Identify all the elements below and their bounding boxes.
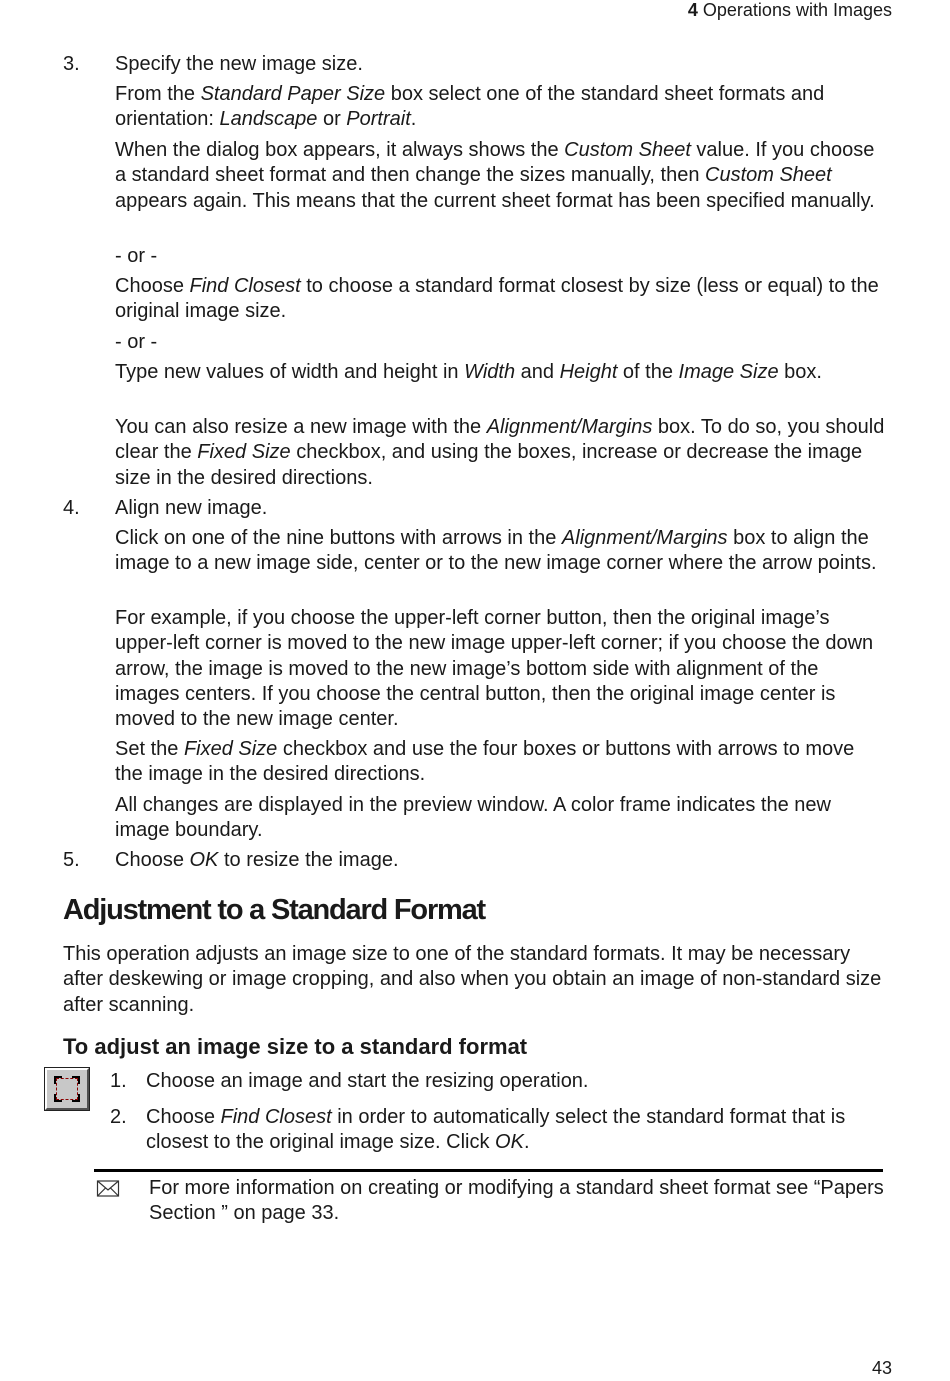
running-header [688,0,892,20]
step-number: 5. [63,849,80,871]
procedure-heading: To adjust an image size to a standard format [63,1034,528,1059]
step-3-paragraph-1: From the Standard Paper Size box select one of the standard sheet formats and orientation: Landscape or Portrait. [115,83,825,131]
step-number: 3. [63,53,80,75]
step-4-paragraph-1: Click on one of the nine buttons with arrows in the Alignment/Margins box to align the image to a new image side, center or to the new image corner where the arrow points. [115,527,877,575]
find-closest-icon [45,1068,89,1110]
page-number: 43 [871,1358,892,1378]
step-4-paragraph-2: For example, if you choose the upper-left corner button, then the original image’s upper-left corner is moved to the new image upper-left corner; if you choose the down arrow, the image is moved to the new image’s bottom side with alignment of the images centers. If you choose the central button, then the original image center is moved to the new image center. [115,607,874,731]
or-separator: - or - [115,245,158,267]
step-4-paragraph-4: All changes are displayed in the preview window. A color frame indicates the new image boundary. [115,794,831,842]
envelope-icon [96,1178,120,1200]
step-title: Align new image. [115,497,268,519]
or-separator: - or - [115,331,158,353]
step-3-paragraph-2: When the dialog box appears, it always shows the Custom Sheet value. If you choose a standard sheet format and then change the sizes manually, then Custom Sheet appears again. This means that the current sheet format has been specified manually. [115,139,875,212]
step-3-paragraph-5: You can also resize a new image with the Alignment/Margins box. To do so, you should clear the Fixed Size checkbox, and using the boxes, increase or decrease the image size in the desired directions. [115,416,885,489]
note-divider [94,1169,883,1172]
step-3-paragraph-3: Choose Find Closest to choose a standard format closest by size (less or equal) to the original image size. [115,275,879,323]
step-3-paragraph-4: Type new values of width and height in Width and Height of the Image Size box. [115,361,822,383]
chapter-title: Operations with Images [702,0,892,20]
chapter-number: 4 [687,0,698,20]
step-title: Specify the new image size. [115,53,363,75]
step-title: Choose OK to resize the image. [115,849,399,871]
note-text: For more information on creating or modifying a standard sheet format see “Papers Section ” on page 33. [149,1177,884,1225]
section-intro: This operation adjusts an image size to one of the standard formats. It may be necessary after deskewing or image cropping, and also when you obtain an image of non-standard size after scanning. [63,943,882,1016]
section-heading: Adjustment to a Standard Format [63,894,485,926]
step-4-paragraph-3: Set the Fixed Size checkbox and use the four boxes or buttons with arrows to move the image in the desired directions. [115,738,855,786]
step-number: 4. [63,497,80,519]
